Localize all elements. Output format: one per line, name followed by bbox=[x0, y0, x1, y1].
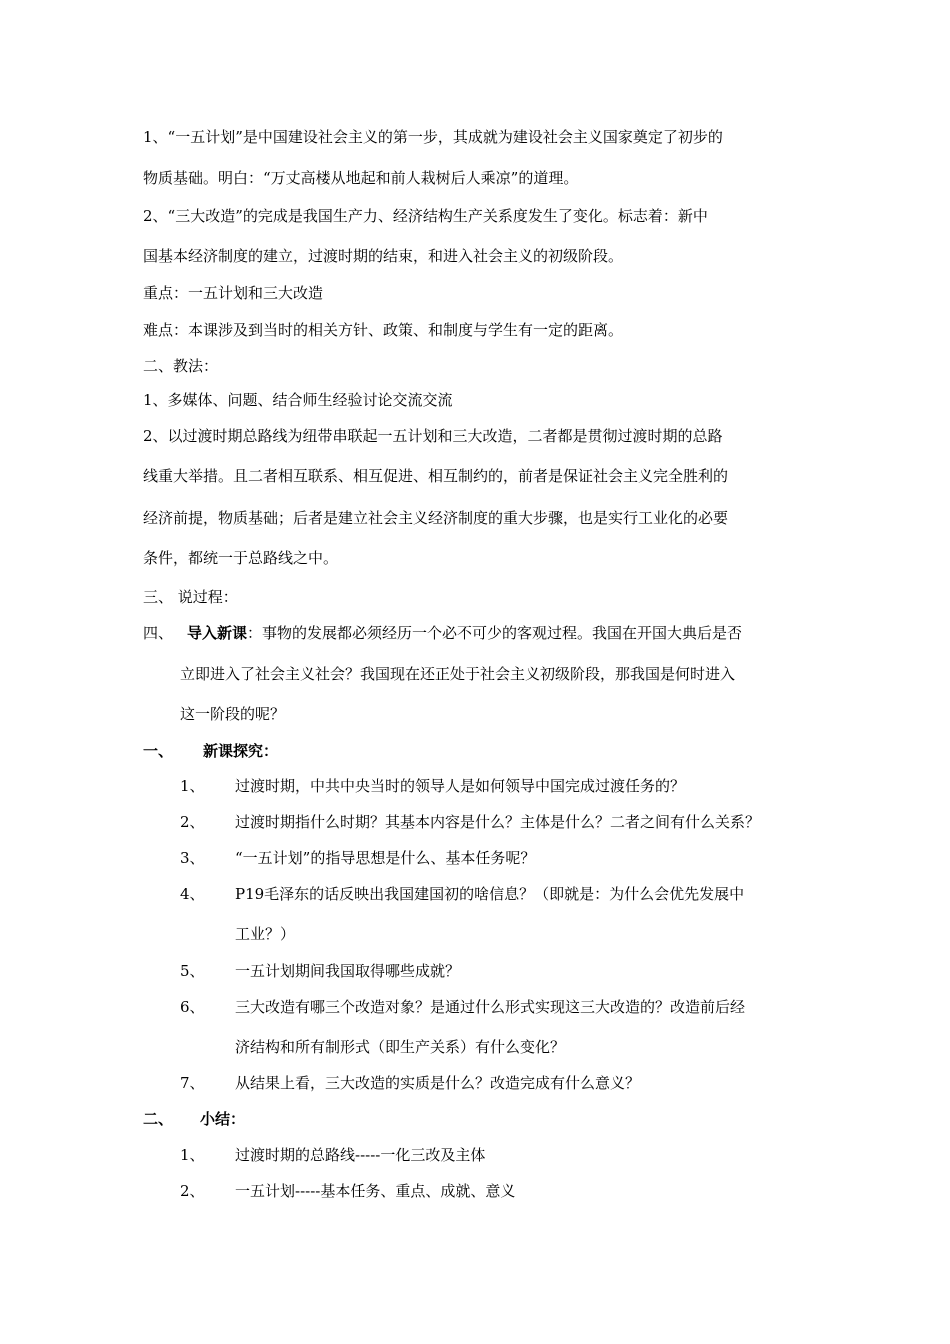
intro-number: 四、 bbox=[143, 624, 174, 642]
intro-bold-label: 导入新课 bbox=[187, 624, 248, 642]
intro-line bbox=[143, 623, 742, 643]
question-number: 1、 bbox=[180, 777, 205, 795]
question-number: 4、 bbox=[180, 885, 205, 903]
intro-text: ：事物的发展都必须经历一个必不可少的客观过程。我国在开国大典后是否 bbox=[247, 624, 743, 642]
section-heading-bold: 小结： bbox=[200, 1110, 246, 1128]
paragraph-line: 经济前提，物质基础；后者是建立社会主义经济制度的重大步骤，也是实行工业化的必要 bbox=[143, 509, 729, 527]
question-text: 过渡时期指什么时期？其基本内容是什么？主体是什么？二者之间有什么关系？ bbox=[235, 813, 761, 831]
question-number: 3、 bbox=[180, 849, 205, 867]
section-number: 一、 bbox=[143, 742, 174, 760]
question-number: 2、 bbox=[180, 813, 205, 831]
section-heading: 三、 说过程： bbox=[143, 588, 238, 606]
paragraph-line: 立即进入了社会主义社会？我国现在还正处于社会主义初级阶段，那我国是何时进入 bbox=[180, 665, 736, 683]
paragraph-line: 2、“三大改造”的完成是我国生产力、经济结构生产关系度发生了变化。标志着：新中 bbox=[143, 207, 708, 225]
paragraph-line: 2、以过渡时期总路线为纽带串联起一五计划和三大改造，二者都是贯彻过渡时期的总路 bbox=[143, 427, 723, 445]
paragraph-line: 这一阶段的呢？ bbox=[180, 705, 286, 723]
section-number: 二、 bbox=[143, 1110, 174, 1128]
difficulty-line: 难点：本课涉及到当时的相关方针、政策、和制度与学生有一定的距离。 bbox=[143, 321, 624, 339]
question-text: 济结构和所有制形式（即生产关系）有什么变化？ bbox=[235, 1038, 566, 1056]
question-number: 7、 bbox=[180, 1074, 205, 1092]
paragraph-line: 物质基础。明白：“万丈高楼从地起和前人栽树后人乘凉”的道理。 bbox=[143, 169, 579, 187]
question-text: “一五计划”的指导思想是什么、基本任务呢？ bbox=[235, 849, 536, 867]
summary-text: 过渡时期的总路线-----一化三改及主体 bbox=[235, 1146, 486, 1164]
question-text: 过渡时期，中共中央当时的领导人是如何领导中国完成过渡任务的？ bbox=[235, 777, 686, 795]
question-number: 5、 bbox=[180, 962, 205, 980]
summary-number: 1、 bbox=[180, 1146, 205, 1164]
paragraph-line: 国基本经济制度的建立，过渡时期的结束，和进入社会主义的初级阶段。 bbox=[143, 247, 624, 265]
summary-text: 一五计划-----基本任务、重点、成就、意义 bbox=[235, 1182, 516, 1200]
question-text: 一五计划期间我国取得哪些成就？ bbox=[235, 962, 461, 980]
question-text: 工业？） bbox=[235, 925, 296, 943]
section-heading: 二、教法： bbox=[143, 357, 219, 375]
paragraph-line: 条件，都统一于总路线之中。 bbox=[143, 549, 339, 567]
question-text: 三大改造有哪三个改造对象？是通过什么形式实现这三大改造的？改造前后经 bbox=[235, 998, 746, 1016]
question-text: 从结果上看，三大改造的实质是什么？改造完成有什么意义？ bbox=[235, 1074, 641, 1092]
section-heading-bold: 新课探究： bbox=[203, 742, 279, 760]
summary-number: 2、 bbox=[180, 1182, 205, 1200]
paragraph-line: 1、“一五计划”是中国建设社会主义的第一步，其成就为建设社会主义国家奠定了初步的 bbox=[143, 128, 723, 146]
paragraph-line: 1、多媒体、问题、结合师生经验讨论交流交流 bbox=[143, 391, 453, 409]
question-text: P19毛泽东的话反映出我国建国初的啥信息？（即就是：为什么会优先发展中 bbox=[235, 885, 745, 903]
paragraph-line: 线重大举措。且二者相互联系、相互促进、相互制约的，前者是保证社会主义完全胜利的 bbox=[143, 467, 729, 485]
key-point-line: 重点：一五计划和三大改造 bbox=[143, 284, 324, 302]
question-number: 6、 bbox=[180, 998, 205, 1016]
